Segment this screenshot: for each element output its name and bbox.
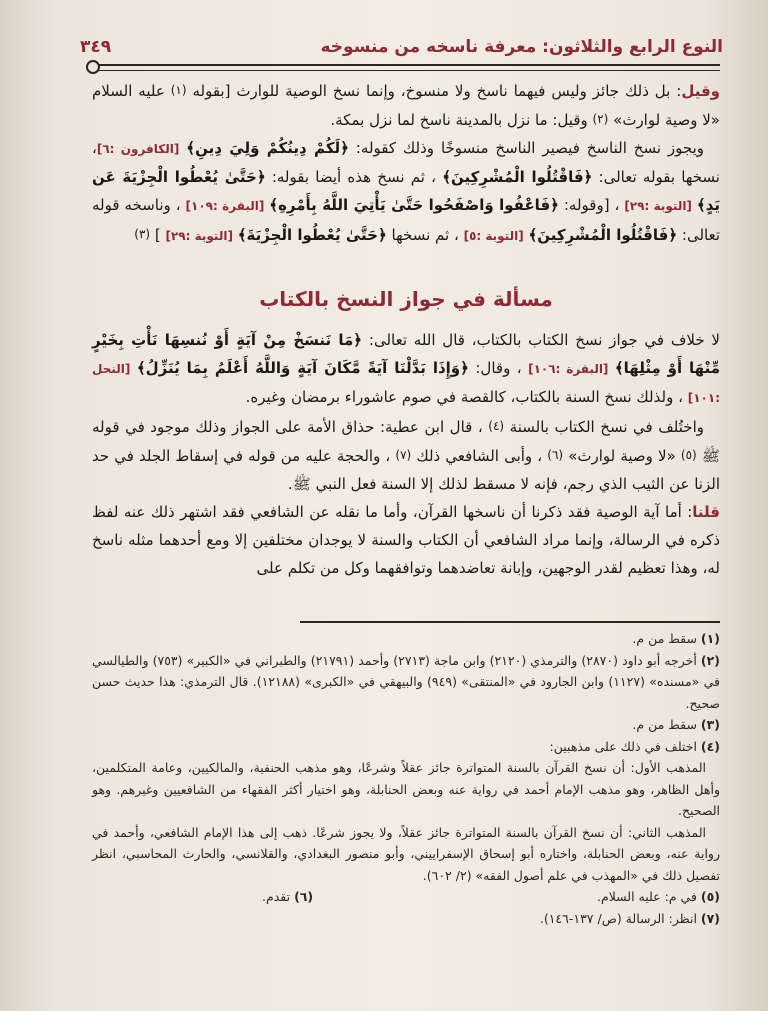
- quran-verse: ﴿لَكُمْ دِينُكُمْ وَلِيَ دِينِ﴾: [186, 139, 349, 157]
- footnote-text: في م: عليه السلام.: [596, 889, 697, 904]
- text: نسخها بقوله تعالى:: [592, 168, 720, 186]
- paragraph: [92, 326, 720, 412]
- verse-reference: [البقرة :١٠٩]: [185, 199, 265, 213]
- footnote-number: (٥): [700, 889, 720, 904]
- text: : أما آية الوصية فقد ذكرنا أن ناسخها القرآن، وأما ما نقله عن الشافعي فقد اشتهر ذلك عنه لفظ ذكره في الرسالة، وإنما مراد الشافعي أن الكتاب والسنة لا يوجدان مختلفين إلا ومع أحدهما مثله ناسخ له، وهذا تعظيم لقدر الوجهين، وإبانة تعاضدهما وتوافقهما وكل من تكلم على: [92, 503, 720, 577]
- footnote-number: (٧): [700, 910, 720, 926]
- footnote: [262, 886, 313, 908]
- text: ، [وقوله:: [558, 196, 620, 214]
- footnotes: [92, 628, 720, 929]
- text: ، والحجة عليه من قوله في إسقاط الجلد في حد الزنا عن الثيب الذي رجم، فإنه لا مسقط لذلك إلا السنة فعل النبي ﷺ.: [92, 447, 720, 493]
- text: ، قال ابن عطية: حذاق الأمة على الجواز وذلك موجود في قوله ﷺ: [92, 418, 720, 465]
- chapter-title: النوع الرابع والثلاثون: معرفة ناسخه من منسوخه: [320, 37, 723, 57]
- text: ، ثم نسخها: [386, 226, 459, 244]
- quran-verse: ﴿فَاقْتُلُوا الْمُشْرِكِينَ﴾: [442, 168, 593, 186]
- footnote-number: (٤): [700, 738, 720, 754]
- footnote-row: [92, 886, 720, 908]
- verse-reference: [البقرة :١٠٦]: [528, 362, 609, 376]
- footnote: [92, 736, 720, 758]
- footnote-continued: [92, 757, 720, 822]
- rule-ornament: [86, 60, 100, 74]
- footnote-continued: [92, 822, 720, 887]
- footnote-text: انظر: الرسالة (ص/ ١٣٧-١٤٦).: [539, 910, 697, 926]
- footnote-text: أخرجه أبو داود (٢٨٧٠) والترمذي (٢١٢٠) وابن ماجة (٢٧١٣) وأحمد (٢١٧٩١) والطبراني في «الكبير»: [186, 652, 697, 668]
- quran-verse: ﴿فَاعْفُوا وَاصْفَحُوا حَتَّىٰ يَأْتِيَ اللَّهُ بِأَمْرِهِ﴾: [269, 196, 559, 214]
- footnote-text: سقط من م.: [632, 717, 697, 732]
- quran-verse: ﴿حَتَّىٰ يُعْطُوا الْجِزْيَةَ﴾: [237, 226, 387, 244]
- verse-reference: [التوبة :٢٩]: [624, 199, 692, 213]
- paragraph: [92, 498, 720, 582]
- intro-text: [92, 76, 720, 250]
- footnote-marker: (١): [170, 83, 187, 97]
- footnote-number: (٣): [700, 717, 720, 732]
- text: ، ولذلك نسخ السنة بالكتاب، كالقصة في صوم عاشوراء برمضان وغيره.: [245, 388, 683, 406]
- text: ، ثم نسخ هذه أيضا بقوله:: [265, 168, 436, 186]
- footnote-marker: (٣): [134, 227, 151, 241]
- text: ]: [154, 226, 161, 244]
- footnote-marker: (٦): [547, 448, 564, 462]
- page-number: ٣٤٩: [80, 37, 112, 57]
- footnote-marker: (٤): [488, 419, 505, 433]
- text: ويجوز نسخ الناسخ فيصير الناسخ منسوخًا وذلك كقوله:: [348, 139, 705, 157]
- text: وقيل: ما نزل بالمدينة ناسخ لما نزل بمكة.: [330, 111, 588, 129]
- footnote: [92, 714, 720, 736]
- footnote-marker: (٥): [680, 448, 697, 462]
- footnote-marker: (٢): [592, 112, 609, 126]
- footnote: [92, 650, 720, 715]
- footnote-text: اختلف في ذلك على مذهبين:: [549, 738, 697, 754]
- footnote-number: (٦): [294, 889, 314, 904]
- footnote-text: تقدم.: [262, 889, 291, 904]
- text: ، وناسخه قوله تعالى:: [92, 196, 720, 244]
- footnote-text: المذهب الثاني: أن نسخ القرآن بالسنة المتواترة جائز عقلاً، ولا يجوز شرعًا. ذهب إلى هذا الإمام الشافعي، وأحمد في رواية عنه، وبعض الحنابلة، واختاره أبو إسحاق الإسفراييني، وأبو منصور البغدادي، والقلانسي، والحارث المحاسبي، انظر تفصيل ذلك في «المهذب في علم أصول الفقه» (٢/ ٦٠٢).: [92, 824, 720, 883]
- footnote: [597, 886, 720, 908]
- footnote-number: (١): [700, 631, 720, 646]
- quran-verse: ﴿فَاقْتُلُوا الْمُشْرِكِينَ﴾: [528, 226, 678, 244]
- text: ، وقال:: [468, 359, 522, 377]
- quran-verse: ﴿حَتَّىٰ يُعْطُوا الْجِزْيَةَ عَن يَدٍ﴾: [92, 168, 720, 214]
- section-text: [92, 326, 720, 582]
- text: : بل ذلك جائز وليس فيهما ناسخ ولا منسوخ، وإنما نسخ الوصية للوارث [بقوله: [192, 82, 682, 100]
- section-heading: مسألة في جواز النسخ بالكتاب: [259, 287, 553, 311]
- text: لا خلاف في جواز نسخ الكتاب بالكتاب، قال الله تعالى:: [362, 331, 720, 349]
- verse-reference: [الكافرون :٦]: [96, 142, 180, 156]
- quran-verse: ﴿مَا نَنسَخْ مِنْ آيَةٍ أَوْ نُنسِهَا نَأْتِ بِخَيْرٍ مِّنْهَا أَوْ مِثْلِهَا﴾: [92, 331, 720, 377]
- verse-reference: [التوبة :٢٩]: [165, 229, 233, 243]
- footnote-text: (٧٥٣) والطيالسي في «مسنده» (١١٢٧) وابن الجارود في «المنتقى» (٩٤٩) والبيهقي في «الكبرى»: [92, 652, 720, 689]
- footnote: [92, 908, 720, 930]
- footnote-text: المذهب الأول: أن نسخ القرآن بالسنة المتواترة جائز عقلاً وشرعًا، وهو مذهب الحنفية، والمالكيين، وعامة المتكلمين، وأهل الظاهر، وهو مذهب الإمام أحمد في رواية عنه وبعض الحنابلة، وهو اختيار أكثر الفقهاء من الشافعيين وغيرهم. وهو الصحيح.: [92, 760, 720, 818]
- paragraph: [92, 76, 720, 134]
- paragraph: ويجوز نسخ الناسخ فيصير الناسخ منسوخًا وذلك كقوله: ﴿لَكُمْ دِينُكُمْ وَلِيَ دِينِ﴾ [الكافرون :٦]، نسخها بقوله تعالى: ﴿فَاقْتُلُوا الْمُشْرِكِينَ﴾ ، ثم نسخ هذه أيضا بقوله: ﴿حَتَّىٰ يُعْطُوا الْجِزْيَةَ عَن يَدٍ﴾ [التوبة :٢٩] ، [وقوله: ﴿فَاعْفُوا وَاصْفَحُوا حَتَّىٰ يَأْتِيَ اللَّهُ بِأَمْرِهِ﴾ [البقرة :١٠٩] ، وناسخه قوله تعالى: ﴿فَاقْتُلُوا الْمُشْرِكِينَ﴾ [التوبة :٥] ، ثم نسخها ﴿حَتَّىٰ يُعْطُوا الْجِزْيَةَ﴾ [التوبة :٢٩] ] (٣): [92, 139, 720, 244]
- footnote-rule: [300, 621, 720, 623]
- footnote-text: سقط من م.: [632, 631, 697, 646]
- quran-verse: ﴿وَإِذَا بَدَّلْنَا آيَةً مَّكَانَ آيَةٍ وَاللَّهُ أَعْلَمُ بِمَا يُنَزِّلُ﴾: [136, 359, 469, 377]
- footnote-text: (١٢١٨٨). قال الترمذي: هذا حديث حسن صحيح.: [92, 674, 720, 711]
- footnote-number: (٢): [700, 652, 720, 668]
- verse-reference: [التوبة :٥]: [463, 229, 524, 243]
- paragraph: [92, 412, 720, 498]
- footnote: [92, 628, 720, 650]
- term: قلنا: [692, 503, 720, 521]
- running-header: [80, 32, 723, 62]
- header-rule: [92, 64, 720, 71]
- text: «لا وصية لوارث»: [568, 447, 676, 465]
- text: واختُلف في نسخ الكتاب بالسنة: [509, 418, 704, 436]
- text: ، وأبى الشافعي ذلك: [416, 447, 543, 465]
- text: عليه السلام «لا وصية لوارث»: [92, 82, 720, 129]
- term: وقيل: [681, 82, 720, 100]
- footnote-marker: (٧): [395, 448, 412, 462]
- verse-reference: [النحل :١٠١]: [92, 362, 720, 405]
